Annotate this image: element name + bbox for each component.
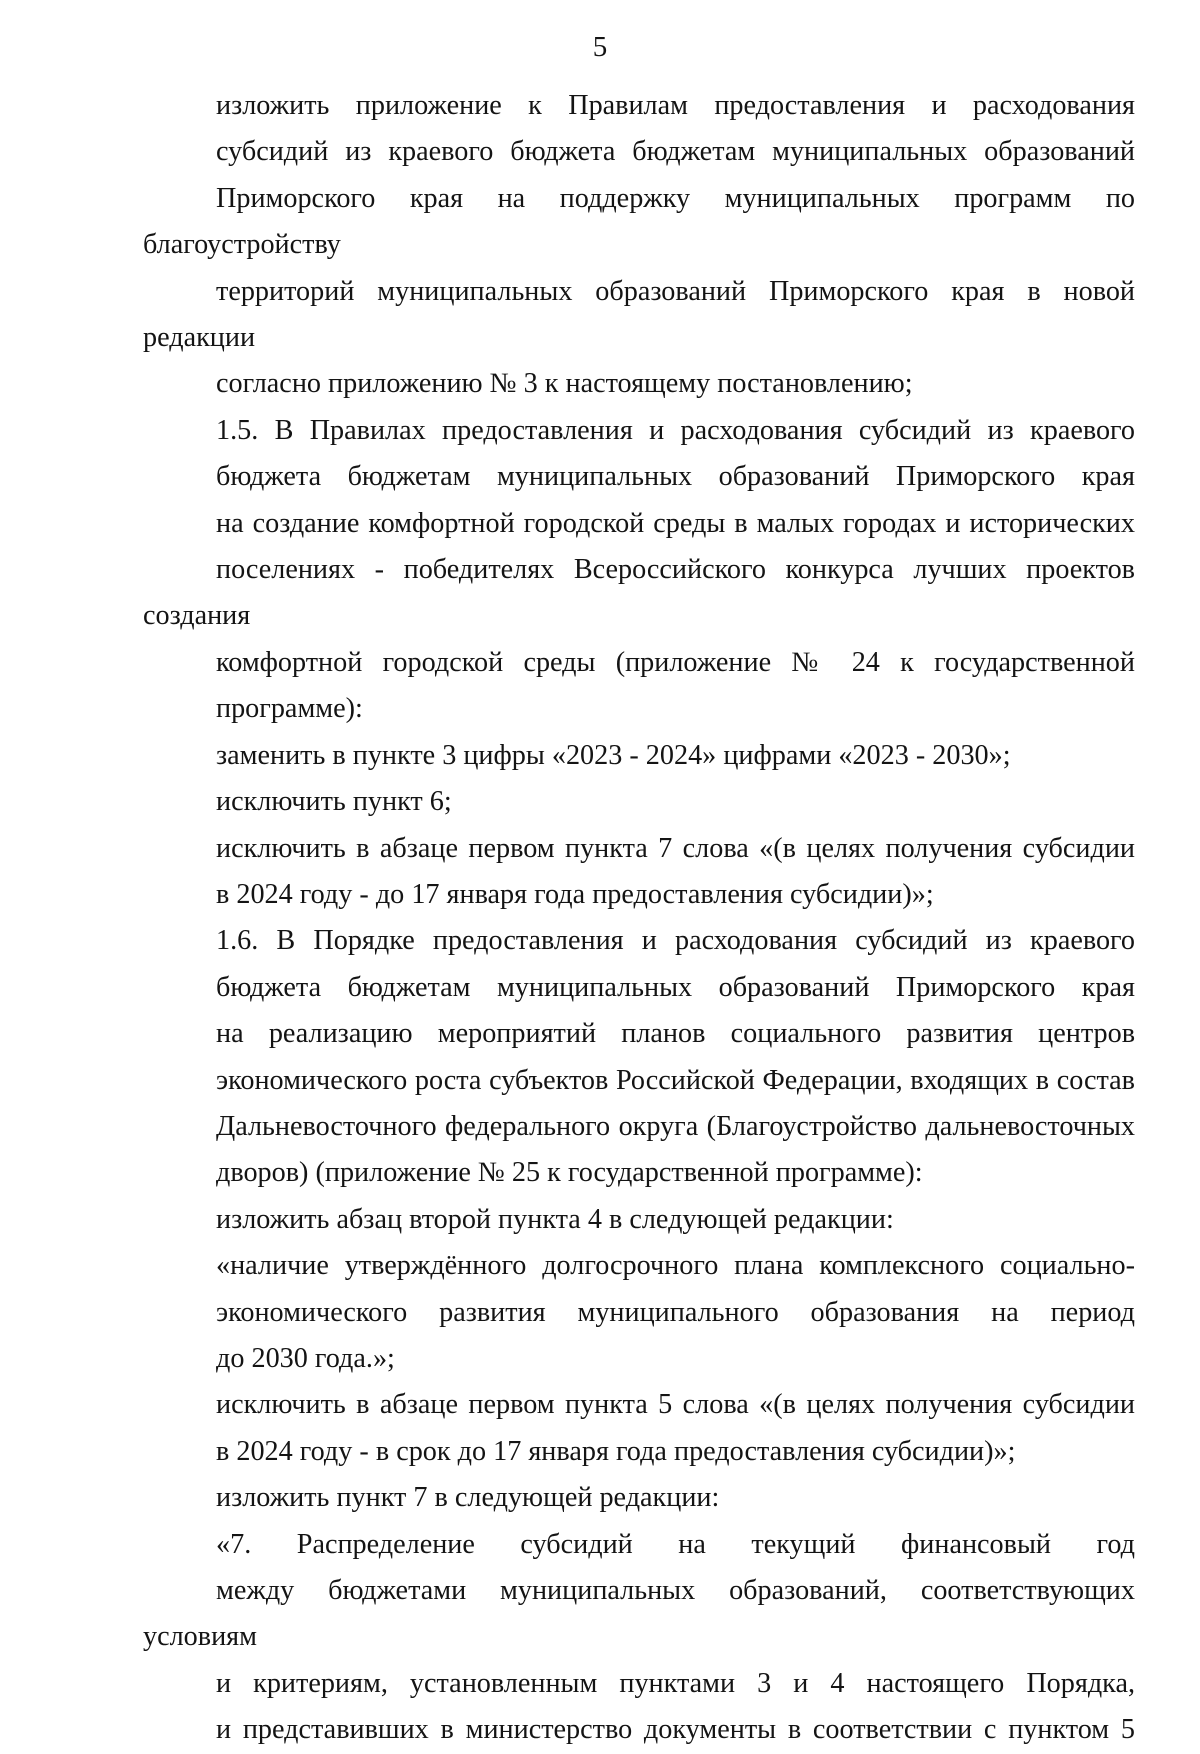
text-line: изложить абзац второй пункта 4 в следующей редакции:	[216, 1203, 894, 1235]
text-line: на создание комфортной городской среды в малых городах и исторических	[216, 507, 1135, 539]
text-line: поселениях - победителях Всероссийского конкурса лучших проектов создания	[143, 554, 1135, 632]
text-line: исключить в абзаце первом пункта 5 слова «(в целях получения субсидии	[216, 1389, 1135, 1421]
paragraph	[143, 83, 1135, 408]
text-line: «7. Распределение субсидий на текущий финансовый год	[216, 1528, 1135, 1560]
text-line: Дальневосточного федерального округа (Благоустройство дальневосточных	[216, 1110, 1135, 1142]
document-body	[143, 83, 1135, 1754]
text-line: субсидий из краевого бюджета бюджетам муниципальных образований	[216, 136, 1135, 168]
text-line: бюджета бюджетам муниципальных образований Приморского края	[216, 461, 1135, 493]
paragraph	[143, 1382, 1135, 1475]
paragraph	[143, 779, 1135, 825]
paragraph	[143, 1522, 1135, 1754]
text-line: на реализацию мероприятий планов социального развития центров	[216, 1018, 1135, 1050]
text-line: программе):	[216, 693, 363, 725]
paragraph	[143, 1197, 1135, 1243]
text-line: в 2024 году - до 17 января года предоставления субсидии)»;	[216, 878, 934, 910]
text-line: 1.5. В Правилах предоставления и расходования субсидий из краевого	[216, 414, 1135, 446]
text-line: между бюджетами муниципальных образований, соответствующих условиям	[143, 1575, 1135, 1653]
text-line: «наличие утверждённого долгосрочного плана комплексного социально-	[216, 1250, 1135, 1282]
paragraph	[143, 408, 1135, 733]
text-line: 1.6. В Порядке предоставления и расходования субсидий из краевого	[216, 925, 1135, 957]
text-line: и представивших в министерство документы в соответствии с пунктом 5	[216, 1714, 1135, 1746]
text-line: изложить пункт 7 в следующей редакции:	[216, 1482, 720, 1514]
text-line: изложить приложение к Правилам предоставления и расходования	[216, 90, 1135, 121]
paragraph	[143, 1243, 1135, 1382]
text-line: Приморского края на поддержку муниципальных программ по благоустройству	[143, 182, 1135, 261]
text-line: бюджета бюджетам муниципальных образований Приморского края	[216, 971, 1135, 1003]
text-line: в 2024 году - в срок до 17 января года предоставления субсидии)»;	[216, 1435, 1016, 1467]
text-line: территорий муниципальных образований Приморского края в новой редакции	[143, 275, 1135, 354]
text-line: до 2030 года.»;	[216, 1342, 395, 1374]
page-number: 5	[592, 31, 608, 63]
text-line: экономического роста субъектов Российской Федерации, входящих в состав	[216, 1064, 1135, 1096]
text-line: заменить в пункте 3 цифры «2023 - 2024» цифрами «2023 - 2030»;	[216, 739, 1011, 771]
text-line: дворов) (приложение № 25 к государственной программе):	[216, 1157, 923, 1189]
paragraph	[143, 1475, 1135, 1521]
text-line: исключить в абзаце первом пункта 7 слова «(в целях получения субсидии	[216, 832, 1135, 864]
paragraph	[143, 826, 1135, 919]
text-line: исключить пункт 6;	[216, 786, 452, 818]
text-line: согласно приложению № 3 к настоящему постановлению;	[216, 368, 913, 400]
text-line: экономического развития муниципального образования на период	[216, 1296, 1135, 1328]
paragraph	[143, 733, 1135, 779]
text-line: и критериям, установленным пунктами 3 и 4 настоящего Порядка,	[216, 1667, 1135, 1699]
text-line: комфортной городской среды (приложение № 24 к государственной	[216, 646, 1135, 678]
paragraph	[143, 918, 1135, 1196]
